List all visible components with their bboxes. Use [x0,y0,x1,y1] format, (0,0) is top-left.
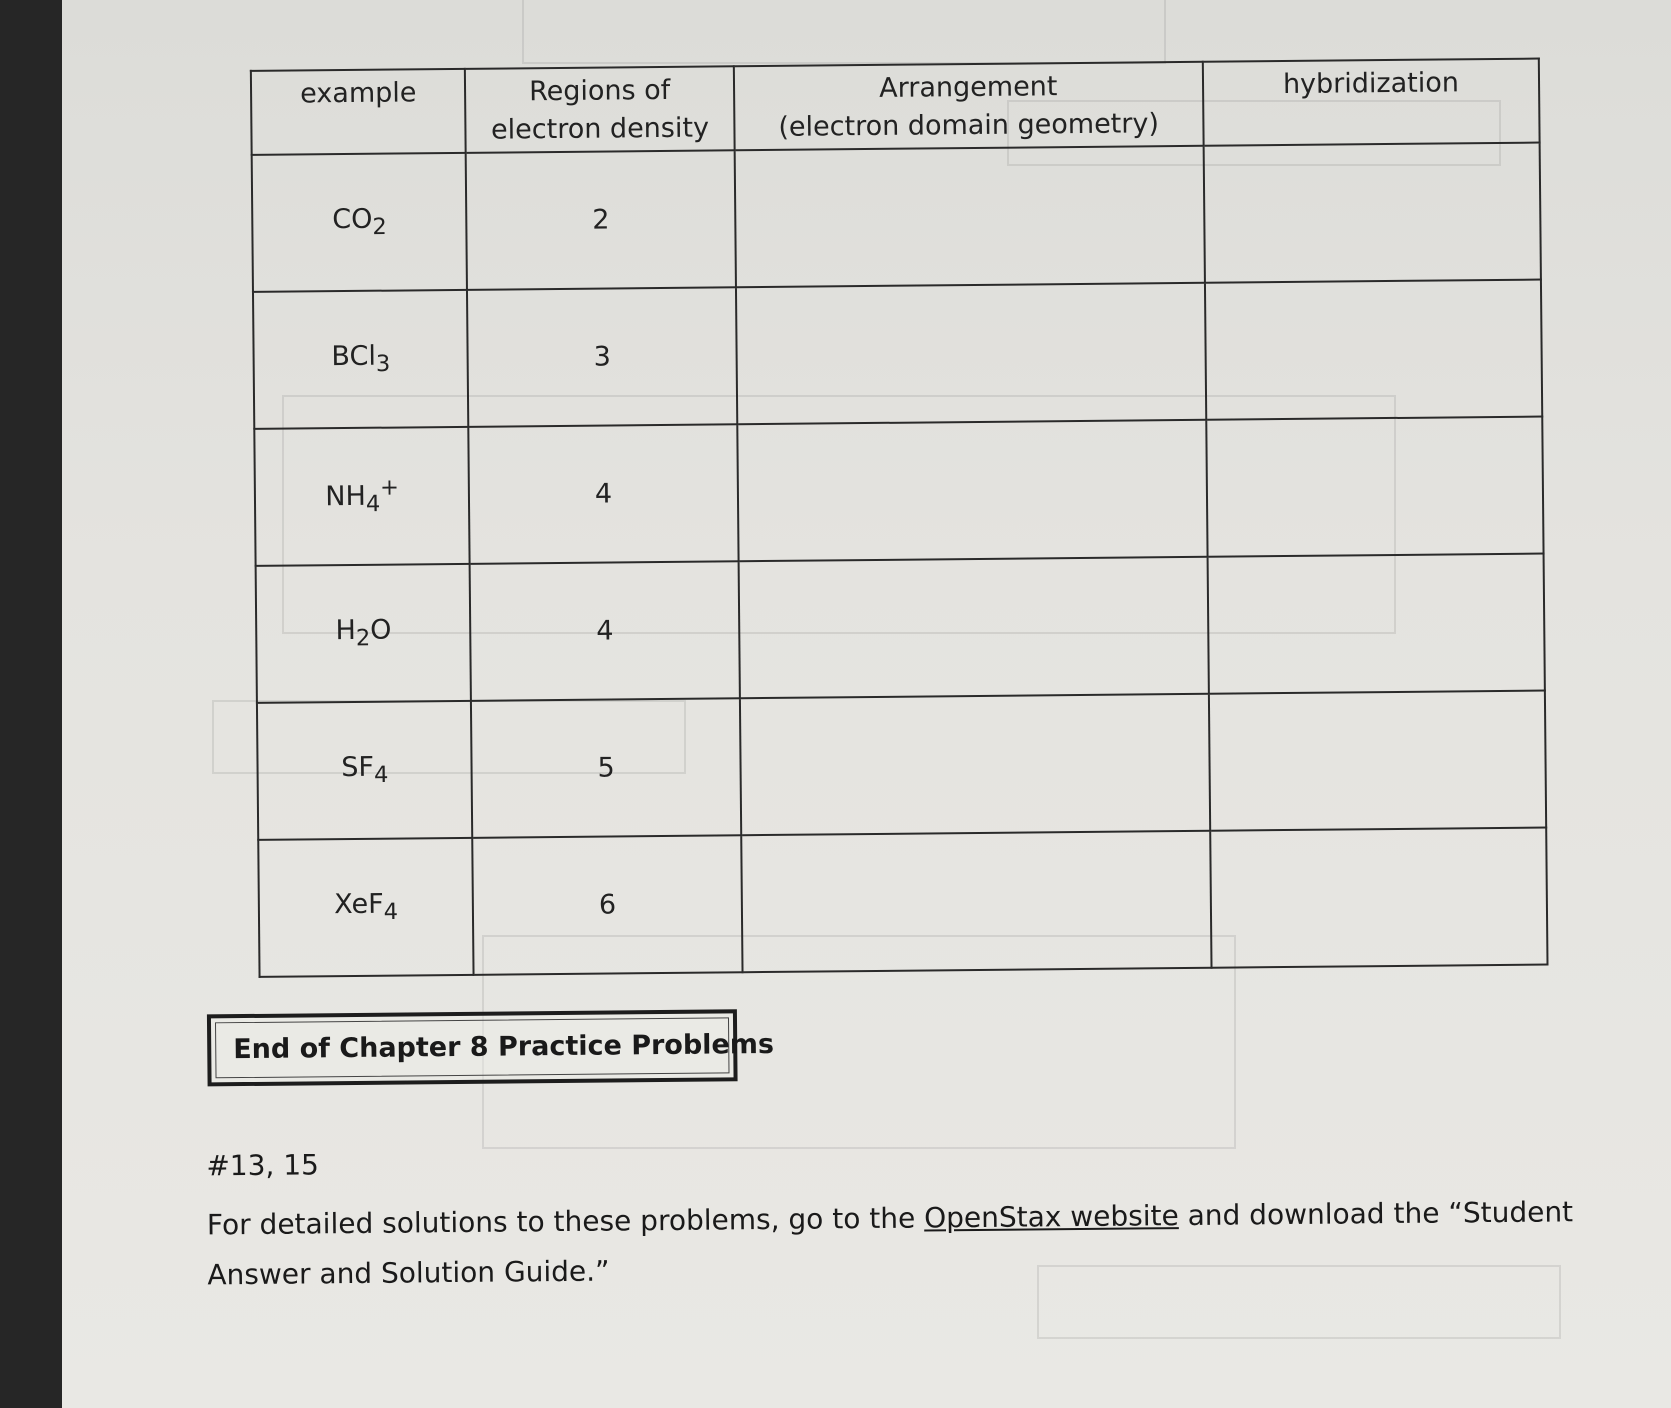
table-header-row [251,59,1540,155]
hybridization-cell [1207,554,1544,694]
header-example: example [251,69,466,155]
header-hybridization: hybridization [1203,59,1540,146]
arrangement-cell [734,146,1204,287]
hybridization-cell [1210,828,1547,968]
header-arrangement-line-1: Arrangement [879,71,1058,104]
regions-cell: 3 [467,287,737,427]
example-cell [254,427,470,566]
section-heading-box [207,1009,775,1086]
vsepr-table [250,58,1549,978]
formula-h2o: $H_2O$ [335,614,392,652]
arrangement-cell [740,694,1210,835]
example-cell [258,838,474,977]
worksheet-content [62,0,1671,1408]
table-row [257,691,1546,840]
hybridization-cell [1205,280,1542,420]
background-edge [0,0,62,1408]
regions-cell: 2 [466,150,736,290]
example-cell [256,564,472,703]
arrangement-cell [736,283,1206,424]
regions-cell: 4 [469,424,739,564]
problem-numbers: #13, 15 [206,1148,320,1183]
formula-co2: $CO_2$ [332,204,387,241]
example-cell [253,290,469,429]
section-title: End of Chapter 8 Practice Problems [233,1028,775,1066]
hybridization-cell [1203,143,1540,283]
table-row [258,828,1547,977]
table-row [254,417,1543,566]
regions-cell: 6 [473,835,743,975]
header-regions [465,66,734,153]
instructions-text [207,1187,1628,1301]
formula-nh4-plus: $NH_4^+$ [325,474,400,518]
instructions-after-link: and download the “Student Answer and Solution Guide.” [207,1195,1574,1292]
example-cell [257,701,473,840]
example-cell [252,153,468,292]
formula-sf4: $SF_4$ [341,752,389,789]
instructions-before-link: For detailed solutions to these problems, go to the [206,1201,925,1242]
openstax-website-link[interactable]: OpenStax website [923,1199,1179,1235]
table-row [253,280,1542,429]
formula-bcl3: BCl$_3$ [331,341,391,378]
header-regions-line-1: Regions of [528,74,671,108]
hybridization-cell [1209,691,1546,831]
table-row [256,554,1545,703]
hybridization-cell [1206,417,1543,557]
header-regions-line-2: electron density [490,112,710,146]
table-row [252,143,1541,292]
arrangement-cell [738,557,1208,698]
header-arrangement [734,62,1204,150]
header-arrangement-line-2: (electron domain geometry) [778,108,1160,143]
worksheet-page [62,0,1671,1408]
arrangement-cell [741,831,1211,972]
regions-cell: 5 [471,698,741,838]
formula-xef4: XeF$_4$ [334,888,399,926]
regions-cell: 4 [470,561,740,701]
arrangement-cell [737,420,1207,561]
